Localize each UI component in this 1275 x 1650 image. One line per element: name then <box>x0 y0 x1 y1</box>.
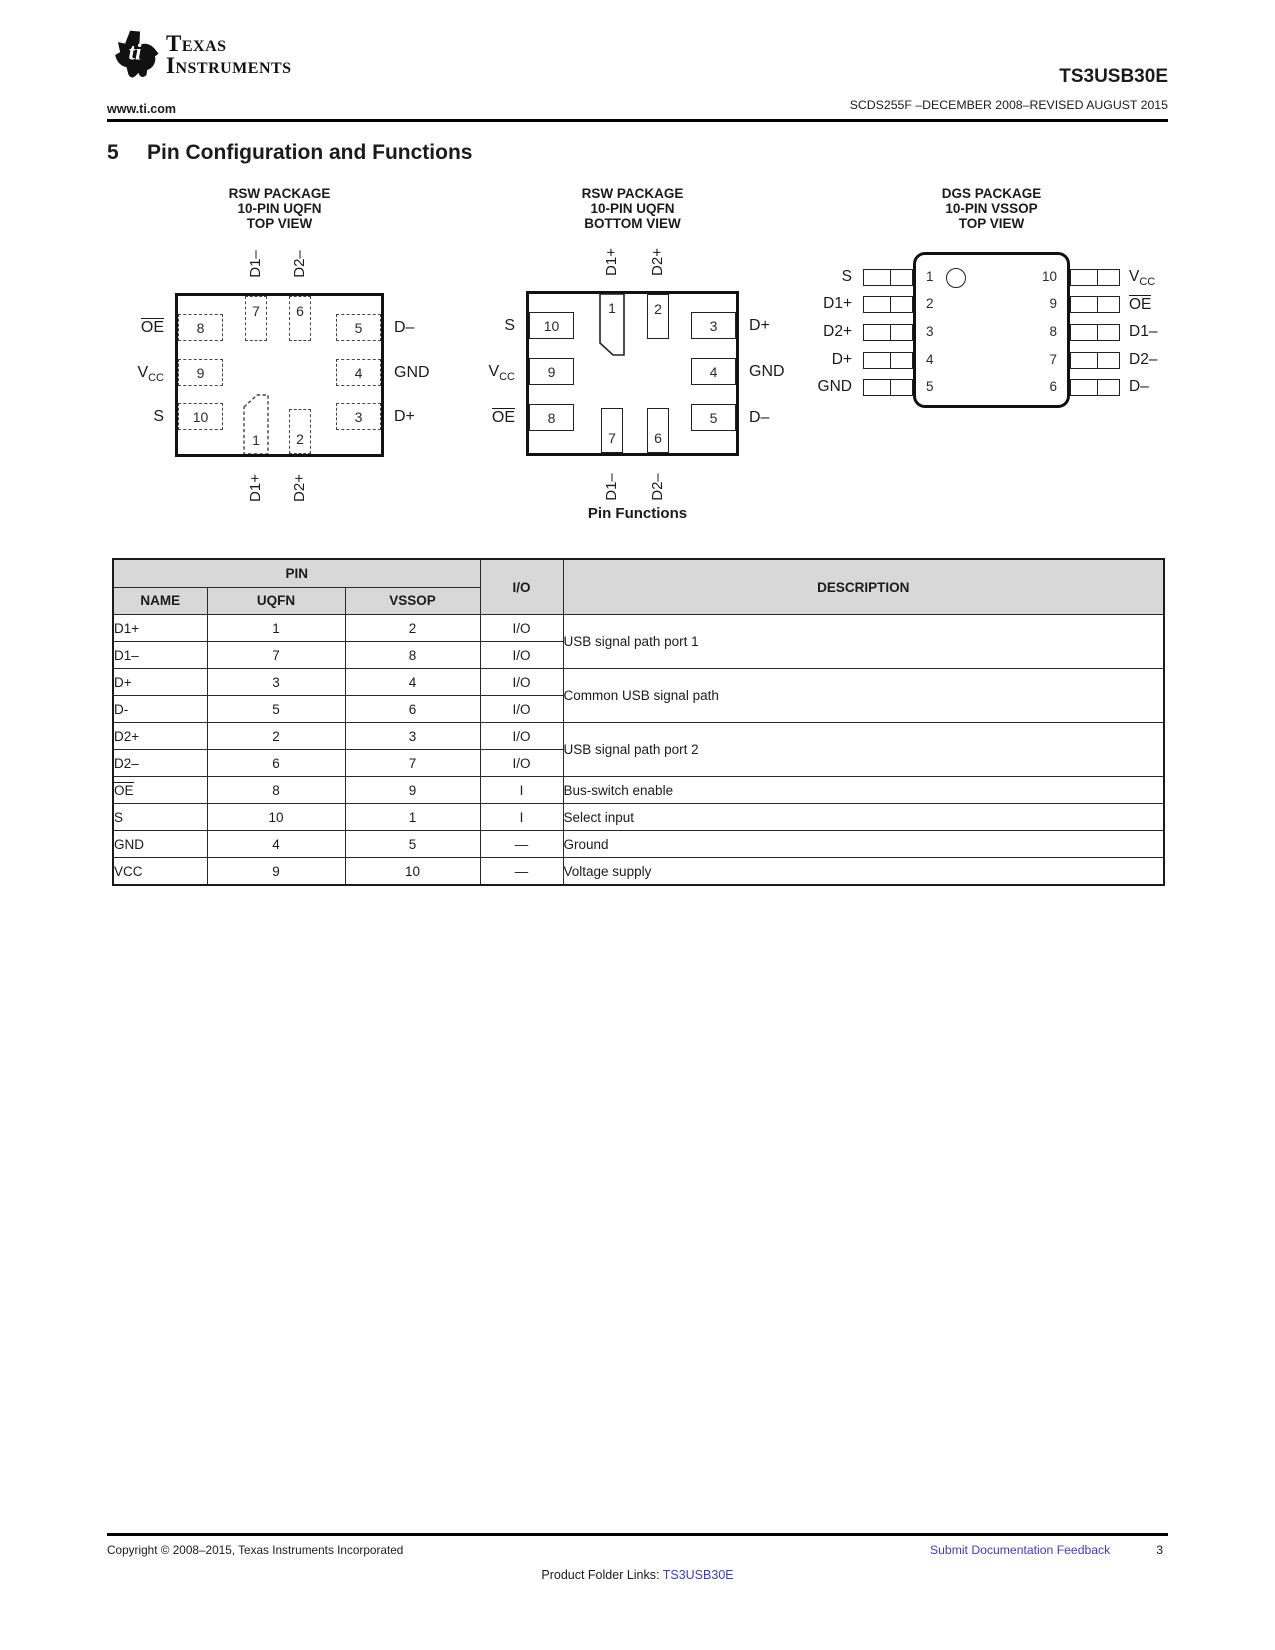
pin-lead-divider <box>1097 297 1098 312</box>
pin-number: 1 <box>252 432 260 448</box>
table-row <box>113 777 1164 804</box>
description-cell: USB signal path port 1 <box>563 615 1164 669</box>
io-cell: I <box>480 777 563 804</box>
pin-name-cell: D1– <box>113 642 207 669</box>
pin-label-rotated: D1– <box>247 250 264 278</box>
io-column-header: I/O <box>480 559 563 615</box>
table-row <box>113 858 1164 886</box>
pin-number: 8 <box>1049 324 1057 339</box>
pin-number: 2 <box>296 431 304 447</box>
pin-box-3 <box>336 403 381 430</box>
vssop-pin-cell: 4 <box>345 669 480 696</box>
pin-box-7 <box>601 408 623 453</box>
pin-label-rotated: D1+ <box>603 248 620 276</box>
pin-number: 7 <box>608 430 616 446</box>
table-row <box>113 669 1164 696</box>
table-row <box>113 615 1164 642</box>
pin-lead-8 <box>1070 324 1120 341</box>
description-column-header: DESCRIPTION <box>563 559 1164 615</box>
pin-lead-2 <box>863 296 913 313</box>
header-rule <box>107 119 1168 122</box>
pin-label: D1+ <box>823 295 852 312</box>
column-header: NAME <box>113 587 207 615</box>
pin-lead-divider <box>890 297 891 312</box>
pin-box-5 <box>336 314 381 341</box>
pin-name-cell: D2– <box>113 750 207 777</box>
pin-label-rotated: D2– <box>649 473 666 501</box>
pin-number: 7 <box>1049 352 1057 367</box>
vssop-pin-cell: 7 <box>345 750 480 777</box>
uqfn-pin-cell: 7 <box>207 642 345 669</box>
package-header-line: RSW PACKAGE <box>581 186 684 201</box>
pin-number: 10 <box>192 409 209 425</box>
column-header: VSSOP <box>345 587 480 615</box>
pin-label: D2+ <box>823 323 852 340</box>
uqfn-pin-cell: 6 <box>207 750 345 777</box>
package-header-line: 10-PIN UQFN <box>237 201 322 216</box>
vssop-pin-cell: 9 <box>345 777 480 804</box>
description-cell: USB signal path port 2 <box>563 723 1164 777</box>
description-cell: Voltage supply <box>563 858 1164 886</box>
part-number: TS3USB30E <box>1059 66 1168 87</box>
pin-lead-1 <box>863 269 913 286</box>
uqfn-pin-cell: 9 <box>207 858 345 886</box>
package-header-line: RSW PACKAGE <box>228 186 331 201</box>
pin-label: D1– <box>1129 323 1158 340</box>
uqfn-pin-cell: 4 <box>207 831 345 858</box>
product-folder-line <box>0 1568 1275 1582</box>
copyright-text: Copyright © 2008–2015, Texas Instruments Incorporated <box>107 1543 404 1557</box>
pin-box-10 <box>178 403 223 430</box>
pin-number: 2 <box>654 301 662 317</box>
vssop-pin-cell: 3 <box>345 723 480 750</box>
pin-label-rotated: D1– <box>603 473 620 501</box>
package-header <box>160 186 400 231</box>
pin-label: D+ <box>831 351 852 368</box>
pin-box-6 <box>647 408 669 453</box>
ti-wordmark-line2: Instruments <box>166 53 292 78</box>
pin-lead-9 <box>1070 296 1120 313</box>
io-cell: I/O <box>480 642 563 669</box>
pin-box-2 <box>289 409 311 454</box>
pin-name-cell: D+ <box>113 669 207 696</box>
table-row <box>113 723 1164 750</box>
vssop-pin-cell: 2 <box>345 615 480 642</box>
vssop-pin-cell: 10 <box>345 858 480 886</box>
pin-label: D– <box>1129 378 1149 395</box>
table-row <box>113 804 1164 831</box>
pin-label: $V_{CC}$ <box>488 363 515 384</box>
uqfn-pin-cell: 5 <box>207 696 345 723</box>
package-header <box>513 186 753 231</box>
pin-lead-divider <box>1097 353 1098 368</box>
pin-label: GND <box>749 363 785 380</box>
pin-number: 6 <box>1049 379 1057 394</box>
column-group-header: PIN <box>113 559 480 587</box>
pin-lead-divider <box>890 325 891 340</box>
pin-label-rotated: D2+ <box>291 474 308 502</box>
io-cell: I/O <box>480 723 563 750</box>
pin-box-5 <box>691 404 736 431</box>
pin-name-cell: OE <box>113 777 207 804</box>
ti-logo-icon <box>113 30 160 80</box>
package-header <box>872 186 1112 231</box>
pin-label: S <box>841 268 852 285</box>
pin-label: OE <box>1129 296 1152 313</box>
pin-label: GND <box>817 378 852 395</box>
page-number: 3 <box>1156 1543 1163 1557</box>
description-cell: Ground <box>563 831 1164 858</box>
pin-number: 3 <box>926 324 934 339</box>
table-row <box>113 831 1164 858</box>
pin1-indicator-circle <box>946 268 966 288</box>
pin-lead-divider <box>1097 270 1098 285</box>
io-cell: I/O <box>480 696 563 723</box>
pin-number: 2 <box>926 296 934 311</box>
table-header-row <box>113 559 1164 587</box>
pin-lead-4 <box>863 352 913 369</box>
pin-label: $V_{CC}$ <box>1129 268 1156 289</box>
section-number: 5 <box>107 141 119 164</box>
pin-number: 10 <box>1041 269 1057 284</box>
section-title: Pin Configuration and Functions <box>147 141 473 164</box>
pin-name-cell: D- <box>113 696 207 723</box>
pin-lead-3 <box>863 324 913 341</box>
pin-label-rotated: D2+ <box>649 248 666 276</box>
pin-label: D+ <box>749 317 770 334</box>
pin-number: 8 <box>196 320 205 336</box>
product-folder-link[interactable]: TS3USB30E <box>662 1568 734 1582</box>
pin-number: 6 <box>654 430 662 446</box>
pin-number: 10 <box>543 318 560 334</box>
pin-label: D2– <box>1129 351 1158 368</box>
uqfn-pin-cell: 1 <box>207 615 345 642</box>
pin-number: 1 <box>608 300 616 316</box>
footer-right <box>930 1543 1163 1557</box>
section-heading <box>107 141 472 165</box>
description-cell: Common USB signal path <box>563 669 1164 723</box>
pin-lead-5 <box>863 379 913 396</box>
pin-number: 7 <box>252 303 260 319</box>
pin-lead-divider <box>890 270 891 285</box>
pin-lead-6 <box>1070 379 1120 396</box>
vssop-pin-cell: 6 <box>345 696 480 723</box>
io-cell: I/O <box>480 750 563 777</box>
pin-box-6 <box>289 296 311 341</box>
pin-number: 9 <box>196 365 205 381</box>
pin-number: 5 <box>354 320 363 336</box>
pin-number: 4 <box>354 365 363 381</box>
pin-label: D+ <box>394 408 415 425</box>
io-cell: — <box>480 831 563 858</box>
pin-box-9 <box>529 358 574 385</box>
pin-number: 3 <box>709 318 718 334</box>
pin-functions-table <box>112 558 1165 886</box>
uqfn-pin-cell: 10 <box>207 804 345 831</box>
pin-number: 8 <box>547 410 556 426</box>
pin-label: $V_{CC}$ <box>137 364 164 385</box>
package-rsw-top <box>137 186 430 502</box>
pin-label: S <box>504 317 515 334</box>
pin-number: 4 <box>926 352 934 367</box>
product-folder-prefix: Product Folder Links: <box>541 1568 663 1582</box>
pin-number: 1 <box>926 269 934 284</box>
pin-lead-divider <box>890 353 891 368</box>
package-header-line: DGS PACKAGE <box>941 186 1042 201</box>
package-header-line: 10-PIN VSSOP <box>945 201 1038 216</box>
package-header-line: 10-PIN UQFN <box>590 201 675 216</box>
pin-box-3 <box>691 312 736 339</box>
svg-text:ti: ti <box>128 39 142 66</box>
pin-label: GND <box>394 364 430 381</box>
vssop-pin-cell: 8 <box>345 642 480 669</box>
pin-table-title: Pin Functions <box>587 505 688 522</box>
vssop-pin-cell: 1 <box>345 804 480 831</box>
website-text: www.ti.com <box>107 102 176 116</box>
io-cell: — <box>480 858 563 886</box>
ti-wordmark-line1: Texas <box>166 31 227 56</box>
pin-lead-10 <box>1070 269 1120 286</box>
pin-lead-divider <box>1097 380 1098 395</box>
pin-name-cell: GND <box>113 831 207 858</box>
pin-number: 6 <box>296 303 304 319</box>
pin-box-2 <box>647 294 669 339</box>
pin-box-9 <box>178 359 223 386</box>
pin-number: 9 <box>547 364 556 380</box>
pin-name-cell: D2+ <box>113 723 207 750</box>
pin-box-10 <box>529 312 574 339</box>
submit-feedback-link[interactable]: Submit Documentation Feedback <box>930 1543 1111 1557</box>
pin-lead-divider <box>1097 325 1098 340</box>
pin-label: D– <box>394 319 415 336</box>
pin-number: 5 <box>709 410 718 426</box>
pin-label: D– <box>749 409 770 426</box>
io-cell: I/O <box>480 669 563 696</box>
package-header-line: BOTTOM VIEW <box>584 216 681 231</box>
description-cell: Bus-switch enable <box>563 777 1164 804</box>
pin-name-cell: S <box>113 804 207 831</box>
pin-box-7 <box>245 296 267 341</box>
pin-box-8 <box>178 314 223 341</box>
pin-label: OE <box>491 409 515 426</box>
description-cell: Select input <box>563 804 1164 831</box>
pin-box-4 <box>336 359 381 386</box>
ti-wordmark <box>166 33 292 77</box>
pin-number: 5 <box>926 379 934 394</box>
vssop-pin-cell: 5 <box>345 831 480 858</box>
pin-lead-divider <box>890 380 891 395</box>
uqfn-pin-cell: 3 <box>207 669 345 696</box>
io-cell: I/O <box>480 615 563 642</box>
pin-number: 3 <box>354 409 363 425</box>
pin-box-4 <box>691 358 736 385</box>
uqfn-pin-cell: 8 <box>207 777 345 804</box>
pin-label-rotated: D2– <box>291 250 308 278</box>
pin-label: S <box>153 408 164 425</box>
pin-label-rotated: D1+ <box>247 474 264 502</box>
pin-box-8 <box>529 404 574 431</box>
package-dgs-top <box>817 186 1158 408</box>
pin-number: 9 <box>1049 296 1057 311</box>
column-header: UQFN <box>207 587 345 615</box>
package-rsw-bottom <box>488 186 785 501</box>
package-header-line: TOP VIEW <box>246 216 313 231</box>
package-header-line: TOP VIEW <box>958 216 1025 231</box>
uqfn-pin-cell: 2 <box>207 723 345 750</box>
pin-name-cell: D1+ <box>113 615 207 642</box>
pin-number: 4 <box>709 364 718 380</box>
document-revision: SCDS255F –DECEMBER 2008–REVISED AUGUST 2015 <box>849 98 1168 112</box>
pin-lead-7 <box>1070 352 1120 369</box>
footer-rule <box>107 1533 1168 1536</box>
pin-label: OE <box>140 319 164 336</box>
io-cell: I <box>480 804 563 831</box>
pin-name-cell: VCC <box>113 858 207 886</box>
